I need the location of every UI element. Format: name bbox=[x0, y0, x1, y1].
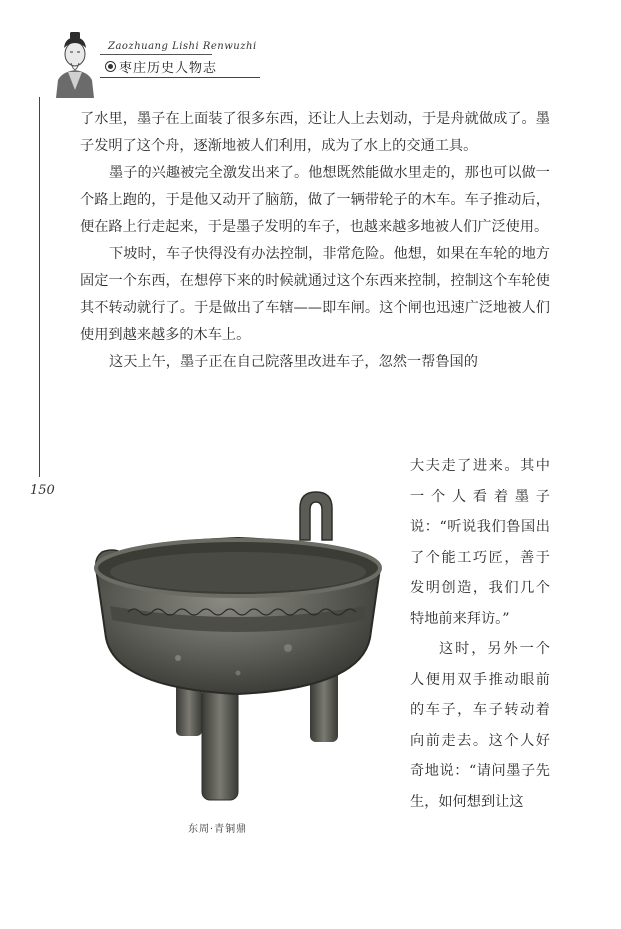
paragraph-3: 下坡时，车子快得没有办法控制，非常危险。他想，如果在车轮的地方固定一个东西，在想停下来的时候就通过这个东西来控制，控制这个车轮使其不转动就行了。于是做出了车辖——即车闸。这个闸也迅速广泛地被人们使用到越来越多的木车上。 bbox=[80, 246, 550, 343]
title-underline bbox=[100, 77, 260, 78]
scholar-portrait-icon bbox=[48, 32, 102, 98]
paragraph-2: 墨子的兴趣被完全激发出来了。他想既然能做水里走的，那也可以做一个路上跑的，于是他又动开了脑筋，做了一辆带轮子的木车。车子推动后，便在路上行走起来，于是墨子发明的车子，也越来越多地被人们广泛使用。 bbox=[80, 165, 550, 235]
circle-mark-icon bbox=[105, 61, 116, 72]
main-text bbox=[80, 106, 550, 376]
paragraph-4-rest: 大夫走了进来。其中一个人看着墨子说：“听说我们鲁国出了个能工巧匠，善于发明创造，我们几个特地前来拜访。” bbox=[410, 458, 550, 627]
book-title: 枣庄历史人物志 bbox=[119, 60, 218, 76]
paragraph-1: 了水里，墨子在上面装了很多东西，还让人上去划动，于是舟就做成了。墨子发明了这个舟，逐渐地被人们利用，成为了水上的交通工具。 bbox=[80, 111, 550, 154]
margin-rule bbox=[39, 97, 40, 477]
page-number: 150 bbox=[30, 483, 55, 498]
figure-caption: 东周·青铜鼎 bbox=[188, 824, 248, 835]
paragraph-5: 这时，另外一个人便用双手推动眼前的车子，车子转动着向前走去。这个人好奇地说：“请问墨子先生，如何想到让这 bbox=[410, 641, 550, 810]
series-title: Zaozhuang Lishi Renwuzhi bbox=[108, 41, 257, 52]
book-title-row bbox=[105, 57, 217, 75]
header-divider bbox=[100, 54, 212, 55]
page-header bbox=[0, 0, 621, 100]
paragraph-4-start: 这天上午，墨子正在自己院落里改进车子，忽然一帮鲁国的 bbox=[109, 354, 478, 370]
bronze-ding-image bbox=[88, 488, 388, 804]
side-column-text bbox=[410, 451, 550, 817]
